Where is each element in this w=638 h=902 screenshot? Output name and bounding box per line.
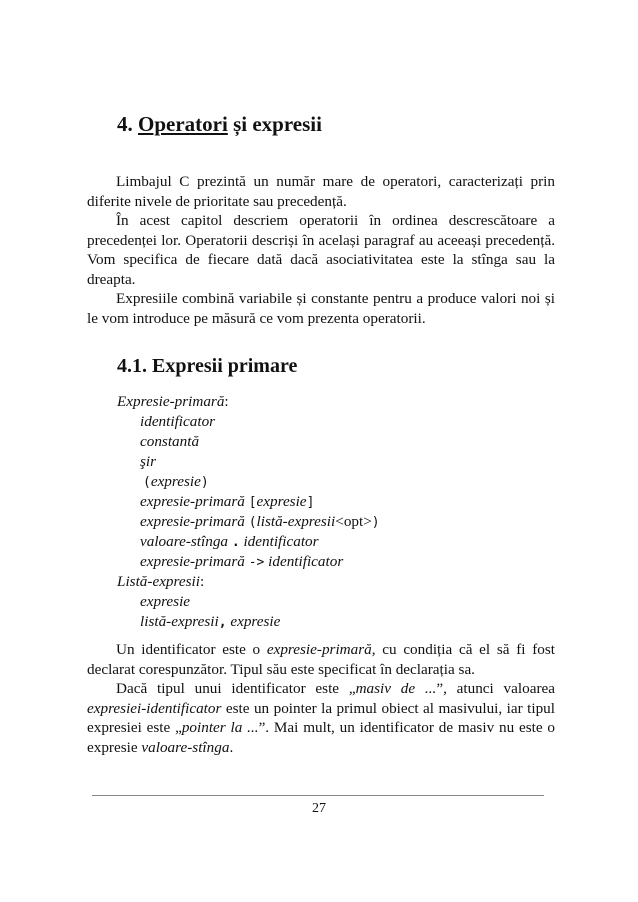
chapter-title-rest: și expresii bbox=[233, 112, 322, 136]
grammar-constanta: constantă bbox=[140, 433, 200, 450]
grammar-expresie-primara: expresie-primară bbox=[140, 553, 245, 570]
p4-term: expresie-primară bbox=[266, 641, 372, 658]
chapter-heading bbox=[117, 112, 322, 137]
grammar-primary-term: Expresie-primară bbox=[117, 393, 225, 410]
body-paragraph-1 bbox=[87, 640, 555, 679]
p4-text-c: , cu condiția că el să fi fost declarat corespunzător. Tipul său este specificat în declarația sa. bbox=[87, 641, 555, 678]
grammar-expresie: expresie bbox=[256, 493, 307, 510]
grammar-arrow: -> bbox=[248, 555, 265, 570]
p4-text-a: Un identificator este o bbox=[116, 641, 267, 658]
grammar-lista-expresii: listă-expresii bbox=[140, 613, 219, 630]
p5-text-a: Dacă tipul unui identificator este „ bbox=[116, 680, 356, 697]
grammar-expresie-primara: expresie-primară bbox=[140, 513, 245, 530]
grammar-expresie: expresie bbox=[230, 613, 281, 630]
grammar-opt: <opt> bbox=[335, 513, 372, 530]
page-number: 27 bbox=[312, 801, 326, 816]
p5-text-c: ”, atunci valoarea bbox=[436, 680, 555, 697]
chapter-title-underlined: Operatori bbox=[138, 112, 228, 136]
grammar-line-expresie bbox=[140, 592, 190, 612]
grammar-primary-head bbox=[117, 392, 229, 412]
grammar-expresie-primara: expresie-primară bbox=[140, 493, 245, 510]
grammar-identificator: identificator bbox=[268, 553, 344, 570]
grammar-sir: şir bbox=[140, 453, 157, 470]
grammar-line-arrow bbox=[140, 552, 343, 573]
grammar-line-paren-expr bbox=[143, 472, 209, 493]
grammar-line-sir bbox=[140, 452, 156, 472]
grammar-identificator: identificator bbox=[243, 533, 319, 550]
grammar-comma: , bbox=[218, 615, 227, 630]
grammar-rbracket: ] bbox=[306, 495, 315, 510]
chapter-number: 4. bbox=[117, 112, 133, 136]
p5-text-i: . bbox=[229, 738, 234, 756]
grammar-colon: : bbox=[224, 393, 229, 410]
grammar-dot: . bbox=[231, 535, 240, 550]
grammar-lbracket: [ bbox=[248, 495, 257, 510]
grammar-line-index bbox=[140, 492, 314, 513]
grammar-line-call bbox=[140, 512, 380, 533]
p5-term-pointer: pointer la ... bbox=[181, 719, 259, 736]
grammar-lparen: ( bbox=[248, 515, 257, 530]
grammar-rparen: ) bbox=[371, 515, 380, 530]
grammar-line-identificator bbox=[140, 412, 215, 432]
intro-paragraph-2: În acest capitol descriem operatorii în ordinea descrescătoare a precedenței lor. Operatorii descriși în același paragraf au aceeași precedență. Vom specifica de fiecare dată dacă asociativitatea este la stînga sau la dreapta. bbox=[87, 212, 555, 288]
grammar-line-list-comma bbox=[140, 612, 280, 633]
grammar-expresie: expresie bbox=[150, 473, 201, 490]
grammar-identificator: identificator bbox=[140, 413, 216, 430]
intro-paragraph-1: Limbajul C prezintă un număr mare de operatori, caracterizați prin diferite nivele de prioritate sau precedență. bbox=[87, 173, 555, 210]
grammar-list-term: Listă-expresii bbox=[117, 573, 200, 590]
grammar-colon: : bbox=[199, 573, 205, 590]
grammar-list-head bbox=[117, 572, 204, 592]
body-paragraph-2 bbox=[87, 679, 555, 757]
grammar-lista-expresii: listă-expresii bbox=[256, 513, 336, 530]
grammar-line-constanta bbox=[140, 432, 199, 452]
p5-term-masiv: masiv de ... bbox=[355, 680, 437, 697]
intro-paragraph-3: Expresiile combină variabile și constante pentru a produce valori noi și le vom introduce pe măsură ce vom prezenta operatorii. bbox=[87, 290, 555, 327]
footer-rule bbox=[92, 795, 544, 796]
grammar-rparen: ) bbox=[200, 475, 209, 490]
p5-text-g: ”. Mai mult, un identificator de masiv nu este o expresie bbox=[87, 719, 556, 756]
grammar-line-member bbox=[140, 532, 319, 553]
p5-term-expr-id: expresiei-identificator bbox=[87, 699, 222, 717]
grammar-expresie: expresie bbox=[140, 593, 191, 610]
grammar-lparen: ( bbox=[143, 475, 151, 490]
section-heading: 4.1. Expresii primare bbox=[117, 355, 298, 377]
p5-text-e: este un pointer la primul obiect al masivului, iar tipul expresiei este „ bbox=[87, 699, 555, 736]
p5-term-valoare: valoare-stînga bbox=[141, 738, 230, 756]
grammar-valoare-stinga: valoare-stînga bbox=[140, 533, 229, 550]
